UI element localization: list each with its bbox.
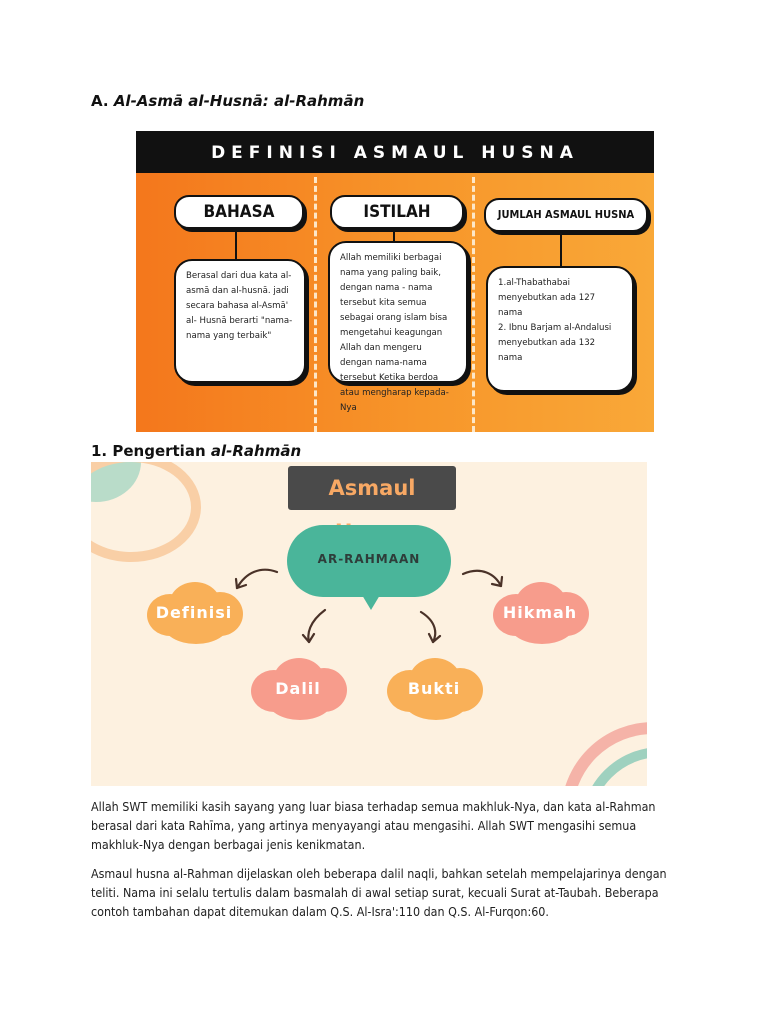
connector-line bbox=[560, 231, 562, 267]
node-hikmah-label: Hikmah bbox=[502, 603, 578, 622]
mindmap-title: Asmaul bbox=[288, 466, 456, 510]
label-jumlah: JUMLAH ASMAUL HUSNA bbox=[484, 198, 648, 232]
heading-italic: al-Rahmān bbox=[210, 442, 302, 460]
label-istilah: ISTILAH bbox=[330, 195, 464, 229]
heading-prefix: A. bbox=[91, 92, 114, 110]
node-dalil-label: Dalil bbox=[275, 679, 321, 698]
node-dalil bbox=[247, 658, 349, 720]
node-bukti bbox=[383, 658, 485, 720]
node-definisi bbox=[143, 582, 245, 644]
node-bukti-label: Bukti bbox=[407, 679, 461, 698]
asmaul-husna-mindmap bbox=[91, 462, 647, 786]
paragraph-2: Asmaul husna al-Rahman dijelaskan oleh beberapa dalil naqli, bahkan setelah mempelajarinya dengan teliti. Nama ini selalu tertulis dalam basmalah di awal setiap surat, kecuali Surat at-Taubah. Beberapa contoh tambahan dapat ditemukan dalam Q.S. Al-Isra':110 dan Q.S. Al-Furqon:60. bbox=[91, 866, 667, 919]
card-bahasa: Berasal dari dua kata al-asmā dan al-husnā. jadi secara bahasa al-Asmā' al- Husnā berarti "nama-nama yang terbaik" bbox=[174, 259, 306, 383]
center-bubble: AR-RAHMAAN bbox=[287, 525, 451, 597]
column-divider bbox=[472, 177, 475, 432]
node-hikmah bbox=[489, 582, 591, 644]
definisi-infographic bbox=[136, 131, 654, 432]
connector-line bbox=[393, 228, 395, 242]
paragraph-1: Allah SWT memiliki kasih sayang yang luar biasa terhadap semua makhluk-Nya, dan kata al-Rahman berasal dari kata Rahīma, yang artinya menyayangi atau mengasihi. Allah SWT mengasihi semua makhluk-Nya dengan berbagai jenis kenikmatan. bbox=[91, 799, 656, 852]
infographic-title: DEFINISI ASMAUL HUSNA bbox=[211, 143, 579, 163]
arrow-bukti bbox=[421, 612, 435, 642]
section-heading-1 bbox=[91, 442, 301, 460]
connector-line bbox=[235, 228, 237, 260]
card-istilah: Allah memiliki berbagai nama yang paling baik, dengan nama - nama tersebut kita semua sebagai orang islam bisa mengetahui keagungan Allah dan mengeru dengan nama-nama tersebut Ketika berdoa atau mengharap kepada-Nya bbox=[328, 241, 468, 383]
heading-prefix: 1. Pengertian bbox=[91, 442, 211, 460]
node-definisi-label: Definisi bbox=[155, 603, 233, 622]
card-jumlah: 1.al-Thabathabai menyebutkan ada 127 nama 2. Ibnu Barjam al-Andalusi menyebutkan ada 132 nama bbox=[486, 266, 634, 392]
section-heading-a bbox=[91, 92, 364, 110]
column-divider bbox=[314, 177, 317, 432]
label-bahasa: BAHASA bbox=[174, 195, 304, 229]
heading-italic: Al-Asmā al-Husnā: al-Rahmān bbox=[113, 92, 365, 110]
